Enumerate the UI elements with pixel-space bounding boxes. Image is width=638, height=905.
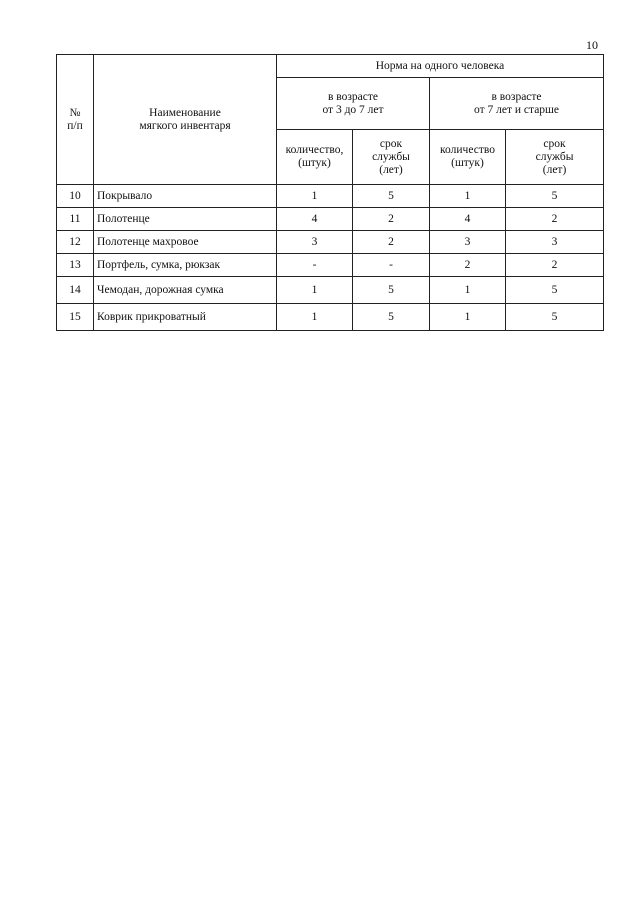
item-name: Чемодан, дорожная сумка xyxy=(94,277,277,304)
row-number: 11 xyxy=(57,208,94,231)
item-name: Полотенце xyxy=(94,208,277,231)
item-name: Портфель, сумка, рюкзак xyxy=(94,254,277,277)
service-life-7-plus: 5 xyxy=(506,277,604,304)
service-life-7-plus: 2 xyxy=(506,208,604,231)
header-norma: Норма на одного человека xyxy=(277,55,604,78)
quantity-7-plus: 1 xyxy=(430,304,506,331)
row-number: 13 xyxy=(57,254,94,277)
row-number: 15 xyxy=(57,304,94,331)
header-service-life-7-plus: срок службы (лет) xyxy=(506,130,604,185)
quantity-7-plus: 4 xyxy=(430,208,506,231)
table-row xyxy=(57,185,604,208)
header-service-life-3-7: срок службы (лет) xyxy=(353,130,430,185)
service-life-3-7: - xyxy=(353,254,430,277)
quantity-7-plus: 3 xyxy=(430,231,506,254)
service-life-3-7: 5 xyxy=(353,185,430,208)
header-number: № п/п xyxy=(57,55,94,185)
inventory-norms-table xyxy=(56,54,604,331)
service-life-7-plus: 5 xyxy=(506,185,604,208)
table-row xyxy=(57,208,604,231)
table-row xyxy=(57,304,604,331)
row-number: 14 xyxy=(57,277,94,304)
item-name: Покрывало xyxy=(94,185,277,208)
quantity-7-plus: 1 xyxy=(430,185,506,208)
header-quantity-3-7: количество, (штук) xyxy=(277,130,353,185)
row-number: 10 xyxy=(57,185,94,208)
quantity-7-plus: 2 xyxy=(430,254,506,277)
service-life-3-7: 2 xyxy=(353,208,430,231)
quantity-3-7: 1 xyxy=(277,304,353,331)
header-item-name: Наименование мягкого инвентаря xyxy=(94,55,277,185)
table-row xyxy=(57,277,604,304)
item-name: Полотенце махровое xyxy=(94,231,277,254)
header-age-3-7: в возрасте от 3 до 7 лет xyxy=(277,78,430,130)
header-quantity-7-plus: количество (штук) xyxy=(430,130,506,185)
quantity-3-7: 4 xyxy=(277,208,353,231)
header-age-7-plus: в возрасте от 7 лет и старше xyxy=(430,78,604,130)
quantity-7-plus: 1 xyxy=(430,277,506,304)
service-life-7-plus: 2 xyxy=(506,254,604,277)
service-life-7-plus: 3 xyxy=(506,231,604,254)
row-number: 12 xyxy=(57,231,94,254)
quantity-3-7: 3 xyxy=(277,231,353,254)
service-life-3-7: 2 xyxy=(353,231,430,254)
item-name: Коврик прикроватный xyxy=(94,304,277,331)
table-row xyxy=(57,231,604,254)
quantity-3-7: 1 xyxy=(277,185,353,208)
service-life-7-plus: 5 xyxy=(506,304,604,331)
service-life-3-7: 5 xyxy=(353,277,430,304)
page-number: 10 xyxy=(586,38,598,52)
quantity-3-7: 1 xyxy=(277,277,353,304)
service-life-3-7: 5 xyxy=(353,304,430,331)
quantity-3-7: - xyxy=(277,254,353,277)
table-row xyxy=(57,254,604,277)
